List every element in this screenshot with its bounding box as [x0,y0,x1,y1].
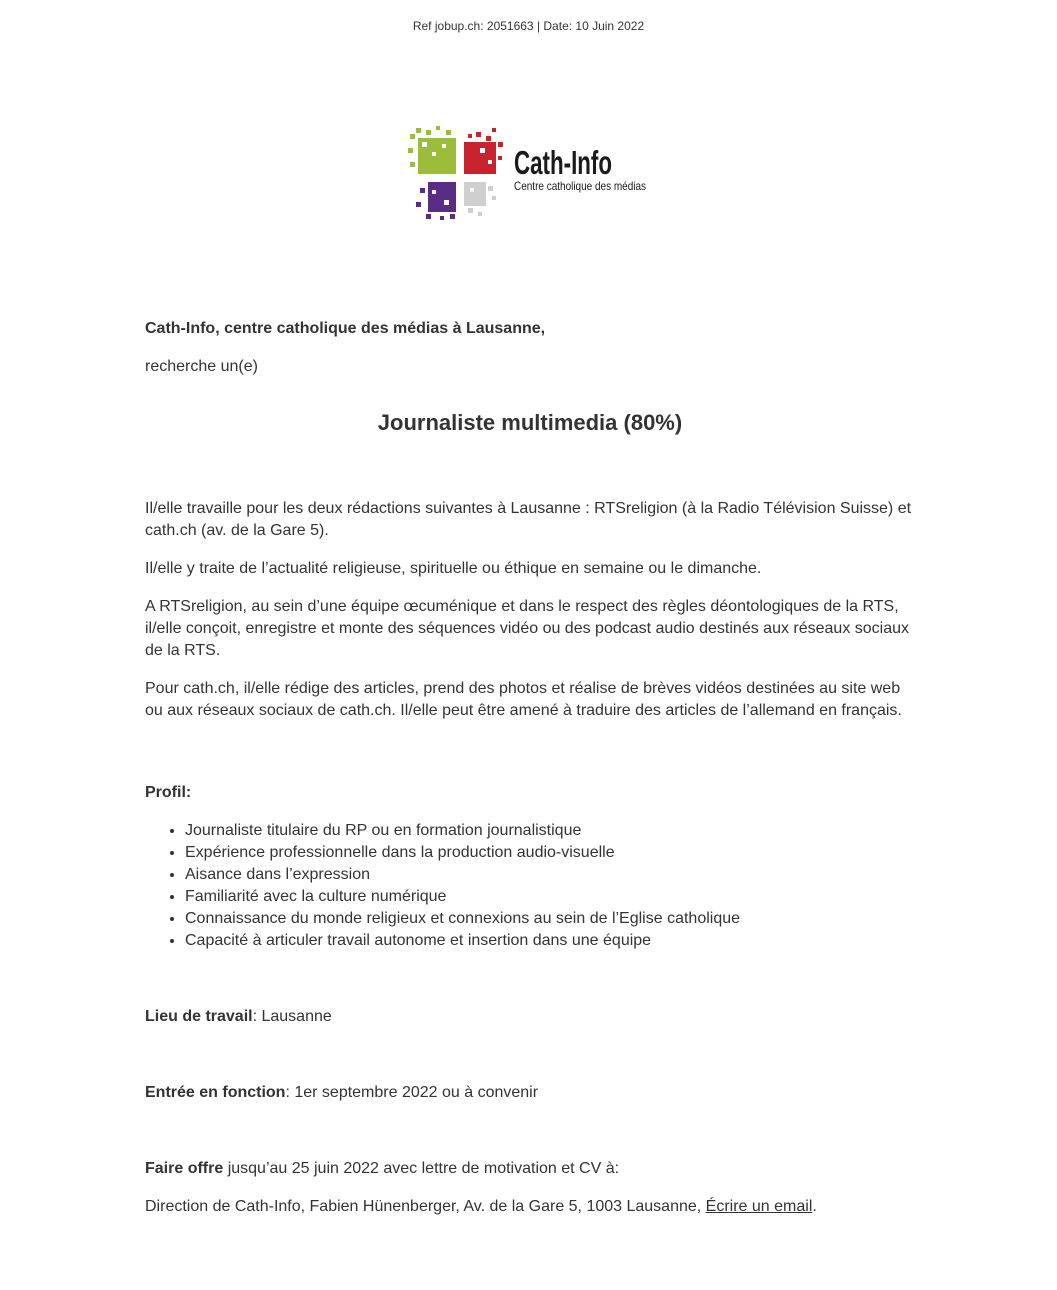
start-line [145,1082,915,1104]
list-item: • Aisance dans l’expression [185,864,915,886]
list-item: • Expérience professionnelle dans la production audio-visuelle [185,842,915,864]
job-posting-body [145,318,915,1234]
description-paragraph-4: Pour cath.ch, il/elle rédige des articles, prend des photos et réalise de brèves vidéos destinées au site web ou aux réseaux sociaux de cath.ch. Il/elle peut être amené à traduire des articles de l’allemand en français. [145,680,902,719]
location-label: Lieu de travail [145,1008,253,1025]
location-line [145,1006,915,1028]
contact-end: . [812,1198,817,1215]
job-title: Journaliste multimedia (80%) [377,410,683,435]
profile-list [145,820,915,952]
location-value: : Lausanne [252,1008,332,1025]
list-item: • Familiarité avec la culture numérique [185,886,915,908]
start-label: Entrée en fonction [145,1084,286,1101]
profile-heading: Profil: [145,784,192,801]
list-item: • Journaliste titulaire du RP ou en formation journalistique [185,820,915,842]
seeking-line: recherche un(e) [145,358,258,375]
description-paragraph-3: A RTSreligion, au sein d’une équipe œcuménique et dans le respect des règles déontologiques de la RTS, il/elle conçoit, enregistre et monte des séquences vidéo ou des podcast audio destinés aux réseaux sociaux de la RTS. [145,598,910,659]
apply-label: Faire offre [145,1160,224,1177]
reference-line: Ref jobup.ch: 2051663 | Date: 10 Juin 2022 [412,19,645,33]
list-item: • Capacité à articuler travail autonome et insertion dans une équipe [185,930,915,952]
list-item: • Connaissance du monde religieux et connexions au sein de l’Eglise catholique [185,908,915,930]
apply-line [145,1158,915,1180]
company-line: Cath-Info, centre catholique des médias à Lausanne, [145,320,546,337]
cath-info-logo [406,124,656,224]
start-value: : 1er septembre 2022 ou à convenir [285,1084,539,1101]
logo-tagline: Centre catholique des médias [514,179,646,193]
description-paragraph-2: Il/elle y traite de l’actualité religieuse, spirituelle ou éthique en semaine ou le dimanche. [145,560,762,577]
description-paragraph-1: Il/elle travaille pour les deux rédactions suivantes à Lausanne : RTSreligion (à la Radio Télévision Suisse) et cath.ch (av. de la Gare 5). [145,500,912,539]
contact-text: Direction de Cath-Info, Fabien Hünenberger, Av. de la Gare 5, 1003 Lausanne, [145,1198,706,1215]
logo-name: Cath-Info [514,144,612,181]
email-link[interactable]: Écrire un email [705,1198,813,1215]
contact-line [145,1196,915,1218]
apply-value: jusqu’au 25 juin 2022 avec lettre de motivation et CV à: [223,1160,620,1177]
logo-mark [406,124,656,224]
